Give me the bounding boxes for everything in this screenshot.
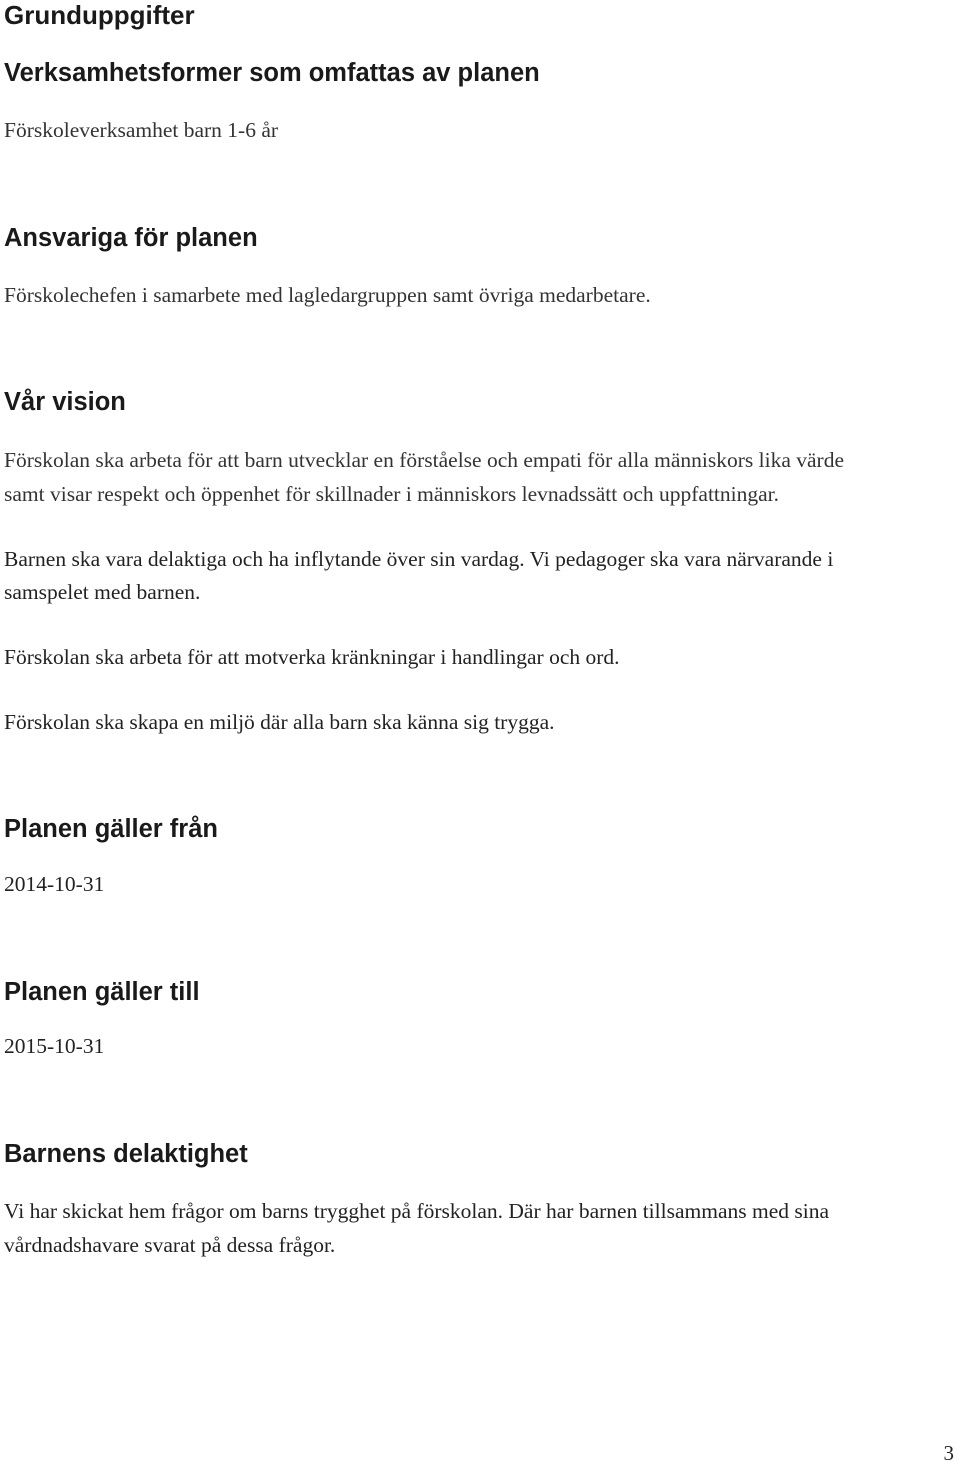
vision-paragraph-4: Förskolan ska skapa en miljö där alla barn ska känna sig trygga. — [4, 710, 555, 734]
page-number: 3 — [943, 1441, 954, 1465]
delaktighet-line-1: Vi har skickat hem frågor om barns trygghet på förskolan. Där har barnen tillsammans med sina — [4, 1199, 830, 1223]
vision-paragraph-1-line-2: samt visar respekt och öppenhet för skillnader i människors levnadssätt och uppfattningar. — [4, 482, 780, 506]
heading-delaktighet: Barnens delaktighet — [4, 1140, 248, 1168]
ansvariga-text: Förskolechefen i samarbete med lagledargruppen samt övriga medarbetare. — [4, 283, 651, 307]
heading-verksamhetsformer: Verksamhetsformer som omfattas av planen — [4, 59, 540, 87]
vision-paragraph-2-line-2: samspelet med barnen. — [4, 580, 201, 604]
galler-fran-date: 2014-10-31 — [4, 872, 105, 896]
vision-paragraph-1-line-1: Förskolan ska arbeta för att barn utvecklar en förståelse och empati för alla människors lika värde — [4, 448, 844, 472]
heading-ansvariga: Ansvariga för planen — [4, 224, 258, 252]
delaktighet-line-2: vårdnadshavare svarat på dessa frågor. — [4, 1233, 336, 1257]
vision-paragraph-2-line-1: Barnen ska vara delaktiga och ha inflytande över sin vardag. Vi pedagoger ska vara närvarande i — [4, 547, 834, 571]
heading-galler-fran: Planen gäller från — [4, 815, 218, 843]
heading-vision: Vår vision — [4, 388, 126, 416]
galler-till-date: 2015-10-31 — [4, 1034, 105, 1058]
heading-galler-till: Planen gäller till — [4, 978, 200, 1006]
page-title: Grunduppgifter — [4, 0, 195, 30]
verksamhetsformer-text: Förskoleverksamhet barn 1-6 år — [4, 118, 279, 142]
vision-paragraph-3: Förskolan ska arbeta för att motverka kränkningar i handlingar och ord. — [4, 645, 620, 669]
